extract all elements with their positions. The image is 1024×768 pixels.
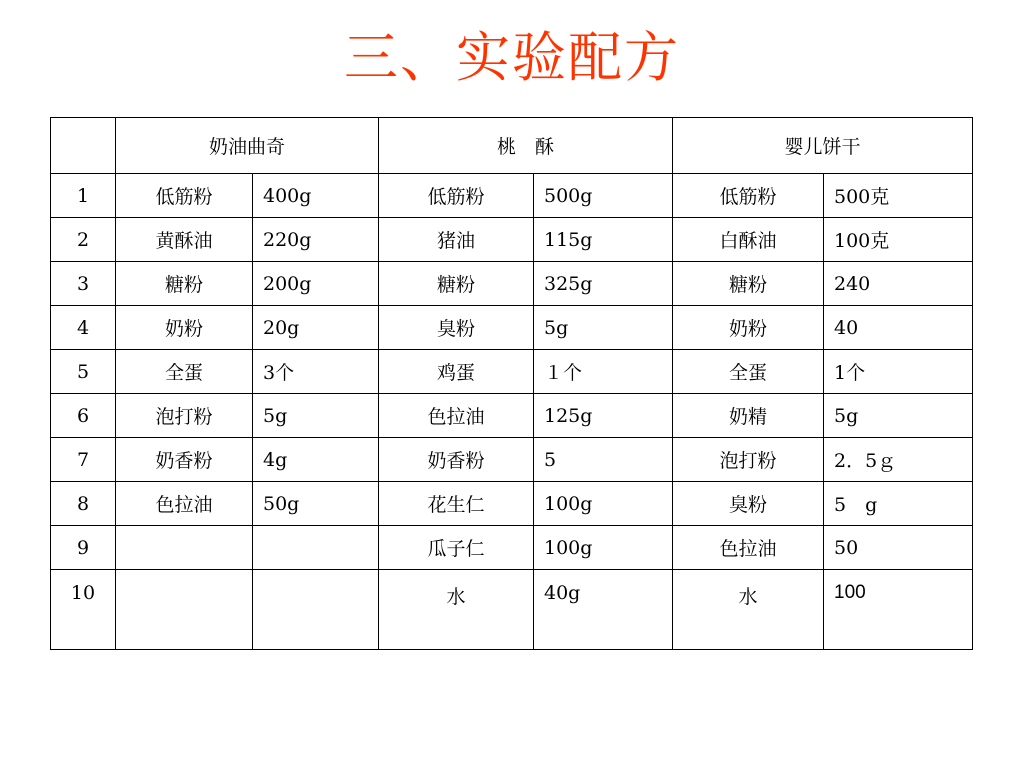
row-index: 8 — [51, 482, 116, 526]
recipe2-quantity: 125g — [534, 394, 673, 438]
recipe3-ingredient: 低筋粉 — [673, 174, 824, 218]
recipe3-ingredient: 水 — [673, 570, 824, 650]
recipe1-ingredient: 糖粉 — [116, 262, 253, 306]
table-row — [51, 482, 973, 526]
table-row — [51, 174, 973, 218]
recipe3-ingredient: 糖粉 — [673, 262, 824, 306]
recipe2-ingredient: 糖粉 — [379, 262, 534, 306]
recipe1-ingredient: 奶粉 — [116, 306, 253, 350]
recipe3-quantity: 2．5ｇ — [824, 438, 973, 482]
table-header-row — [51, 118, 973, 174]
recipe3-ingredient: 色拉油 — [673, 526, 824, 570]
recipe1-ingredient: 黄酥油 — [116, 218, 253, 262]
recipe3-quantity: 100克 — [824, 218, 973, 262]
row-index: 10 — [51, 570, 116, 650]
recipe2-ingredient: 色拉油 — [379, 394, 534, 438]
recipe1-ingredient: 低筋粉 — [116, 174, 253, 218]
table-row — [51, 350, 973, 394]
row-index: 4 — [51, 306, 116, 350]
recipe2-ingredient: 猪油 — [379, 218, 534, 262]
recipe3-ingredient: 白酥油 — [673, 218, 824, 262]
row-index: 7 — [51, 438, 116, 482]
recipe3-quantity: 240 — [824, 262, 973, 306]
recipe3-quantity: 500克 — [824, 174, 973, 218]
recipe2-quantity: １个 — [534, 350, 673, 394]
recipe2-ingredient: 花生仁 — [379, 482, 534, 526]
slide-title: 三、实验配方 — [344, 26, 680, 89]
recipe3-quantity: 100 — [824, 570, 973, 650]
row-index: 6 — [51, 394, 116, 438]
recipe1-quantity — [253, 570, 379, 650]
recipe2-ingredient: 奶香粉 — [379, 438, 534, 482]
recipe2-ingredient: 瓜子仁 — [379, 526, 534, 570]
recipe3-quantity: 5 g — [824, 482, 973, 526]
recipe2-ingredient: 臭粉 — [379, 306, 534, 350]
header-index-cell — [51, 118, 116, 174]
recipe2-quantity: 115g — [534, 218, 673, 262]
recipe3-quantity: 5g — [824, 394, 973, 438]
recipe1-quantity: 50g — [253, 482, 379, 526]
row-index: 1 — [51, 174, 116, 218]
header-recipe2: 桃 酥 — [379, 118, 673, 174]
recipe2-quantity: 5 — [534, 438, 673, 482]
recipe2-quantity: 325g — [534, 262, 673, 306]
recipe1-ingredient: 色拉油 — [116, 482, 253, 526]
recipe1-quantity: 200g — [253, 262, 379, 306]
recipe1-quantity: 3个 — [253, 350, 379, 394]
row-index: 5 — [51, 350, 116, 394]
table-row — [51, 570, 973, 650]
recipe1-quantity: 4g — [253, 438, 379, 482]
table-row — [51, 526, 973, 570]
row-index: 3 — [51, 262, 116, 306]
recipe3-ingredient: 全蛋 — [673, 350, 824, 394]
table-row — [51, 438, 973, 482]
table-row — [51, 306, 973, 350]
table-row — [51, 218, 973, 262]
recipe3-quantity: 1个 — [824, 350, 973, 394]
recipe1-ingredient: 全蛋 — [116, 350, 253, 394]
recipe1-ingredient — [116, 570, 253, 650]
recipe1-ingredient: 奶香粉 — [116, 438, 253, 482]
recipe1-quantity: 5g — [253, 394, 379, 438]
row-index: 9 — [51, 526, 116, 570]
recipe3-quantity: 40 — [824, 306, 973, 350]
recipe2-quantity: 100g — [534, 482, 673, 526]
recipe2-quantity: 100g — [534, 526, 673, 570]
recipe-table — [50, 117, 973, 650]
recipe1-quantity: 20g — [253, 306, 379, 350]
recipe1-ingredient — [116, 526, 253, 570]
recipe2-ingredient: 低筋粉 — [379, 174, 534, 218]
recipe3-ingredient: 奶精 — [673, 394, 824, 438]
recipe2-ingredient: 水 — [379, 570, 534, 650]
table-row — [51, 262, 973, 306]
recipe2-ingredient: 鸡蛋 — [379, 350, 534, 394]
recipe3-ingredient: 泡打粉 — [673, 438, 824, 482]
recipe3-quantity: 50 — [824, 526, 973, 570]
recipe1-quantity — [253, 526, 379, 570]
recipe3-ingredient: 臭粉 — [673, 482, 824, 526]
table-row — [51, 394, 973, 438]
recipe2-quantity: 40g — [534, 570, 673, 650]
row-index: 2 — [51, 218, 116, 262]
recipe1-ingredient: 泡打粉 — [116, 394, 253, 438]
recipe2-quantity: 5g — [534, 306, 673, 350]
recipe2-quantity: 500g — [534, 174, 673, 218]
header-recipe1: 奶油曲奇 — [116, 118, 379, 174]
recipe1-quantity: 220g — [253, 218, 379, 262]
recipe3-ingredient: 奶粉 — [673, 306, 824, 350]
header-recipe3: 婴儿饼干 — [673, 118, 973, 174]
recipe1-quantity: 400g — [253, 174, 379, 218]
